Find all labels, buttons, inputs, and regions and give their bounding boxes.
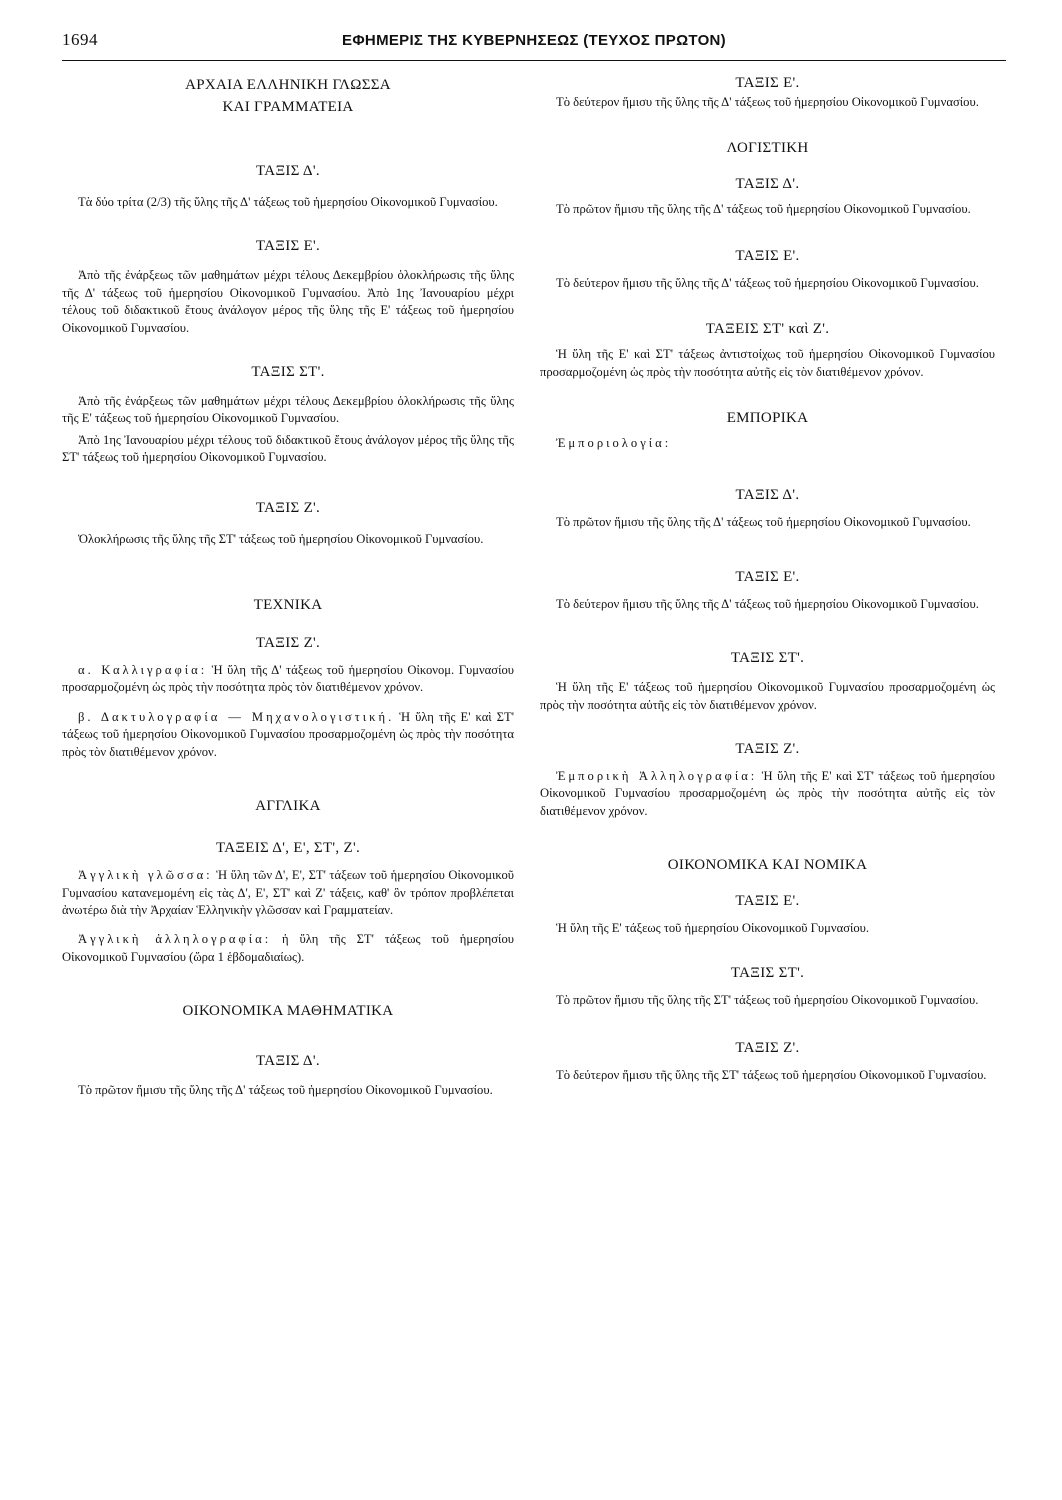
paragraph: Τὸ πρῶτον ἥμισυ τῆς ὕλης τῆς Δ' τάξεως τοῦ ἡμερησίου Οἰκονομικοῦ Γυμνασίου. — [78, 1083, 493, 1098]
paragraph: Ἡ ὕλη τῆς Ε' καὶ ΣΤ' τάξεως ἀντιστοίχως τοῦ ἡμερησίου Οἰκονομικοῦ Γυμνασίου προσαρμοζομένη ὡς πρὸς τὴν ποσότητα αὐτῆς εἰς τὸν διατιθέμενον χρόνον. — [540, 347, 995, 379]
class-heading: ΤΑΞΙΣ Ε'. — [255, 238, 321, 255]
paragraph: Τὸ δεύτερον ἥμισυ τῆς ὕλης τῆς Δ' τάξεως τοῦ ἡμερησίου Οἰκονομικοῦ Γυμνασίου. — [556, 275, 979, 290]
section-title-emporika: ΕΜΠΟΡΙΚΑ — [726, 410, 809, 427]
class-heading: ΤΑΞΙΣ ΣΤ'. — [251, 364, 325, 381]
paragraph: α. Καλλιγραφία: Ἡ ὕλη τῆς Δ' τάξεως τοῦ ἡμερησίου Οἰκονομ. Γυμνασίου προσαρμοζομένη ὡς πρὸς τὴν ποσότητα πρὸς τὸν διατιθέμενον χρόνον. — [62, 663, 514, 695]
paragraph: Ἡ ὕλη τῆς Ε' τάξεως τοῦ ἡμερησίου Οἰκονομικοῦ Γυμνασίου προσαρμοζομένη ὡς πρὸς τὴν ποσότητα αὐτῆς εἰς τὸν διατιθέμενον χρόνον. — [540, 680, 995, 712]
class-heading: ΤΑΞΕΙΣ Δ', Ε', ΣΤ', Ζ'. — [215, 840, 361, 857]
paragraph: Τὸ πρῶτον ἥμισυ τῆς ὕλης τῆς Δ' τάξεως τοῦ ἡμερησίου Οἰκονομικοῦ Γυμνασίου. — [556, 515, 971, 530]
page-header — [62, 26, 1006, 61]
paragraph: Τὸ δεύτερον ἥμισυ τῆς ὕλης τῆς ΣΤ' τάξεως τοῦ ἡμερησίου Οἰκονομικοῦ Γυμνασίου. — [556, 1068, 987, 1083]
paragraph: Ἀγγλικὴ ἀλληλογραφία: ἡ ὕλη τῆς ΣΤ' τάξεως τοῦ ἡμερησίου Οἰκονομικοῦ Γυμνασίου (ὥρα 1 ἑβδομαδιαίως). — [62, 932, 514, 964]
paragraph: Τὸ δεύτερον ἥμισυ τῆς ὕλης τῆς Δ' τάξεως τοῦ ἡμερησίου Οἰκονομικοῦ Γυμνασίου. — [556, 596, 979, 611]
paragraph: β. Δακτυλογραφία — Μηχανολογιστική. Ἡ ὕλη τῆς Ε' καὶ ΣΤ' τάξεως τοῦ ἡμερησίου Οἰκονομικοῦ Γυμνασίου προσαρμοζομένη ὡς πρὸς τὴν ποσότητα πρὸς τὸν διατιθέμενον χρόνον. — [62, 709, 514, 759]
section-title-archaia-2: ΚΑΙ ΓΡΑΜΜΑΤΕΙΑ — [222, 99, 354, 115]
class-heading: ΤΑΞΙΣ Ε'. — [735, 247, 800, 264]
subject-label: Ἐμπορικὴ Ἀλληλογραφία: — [556, 769, 758, 784]
class-heading: ΤΑΞΙΣ Δ'. — [735, 487, 800, 504]
paragraph: Ἐμπορικὴ Ἀλληλογραφία: Ἡ ὕλη τῆς Ε' καὶ ΣΤ' τάξεως τοῦ ἡμερησίου Οἰκονομικοῦ Γυμνασίου προσαρμοζομένη ὡς πρὸς τὴν ποσότητα αὐτῆς εἰς τὸν διατιθέμενον χρόνον. — [540, 769, 996, 818]
paragraph: Ἀπὸ 1ης Ἰανουαρίου μέχρι τέλους τοῦ διδακτικοῦ ἔτους ἀνάλογον μέρος τῆς ὕλης τῆς ΣΤ' τάξεως τοῦ ἡμερησίου Οἰκονομικοῦ Γυμνασίου. — [62, 432, 514, 465]
section-title-anglika: ΑΓΓΛΙΚΑ — [255, 798, 321, 815]
section-title-archaia-1: ΑΡΧΑΙΑ ΕΛΛΗΝΙΚΗ ΓΛΩΣΣΑ — [185, 77, 391, 93]
class-heading: ΤΑΞΙΣ Ζ'. — [735, 741, 800, 758]
paragraph: Τὸ δεύτερον ἥμισυ τῆς ὕλης τῆς Δ' τάξεως τοῦ ἡμερησίου Οἰκονομικοῦ Γυμνασίου. — [556, 95, 979, 109]
class-heading: ΤΑΞΙΣ Ε'. — [735, 568, 800, 585]
subject-label: Ἐμποριολογία: — [556, 436, 672, 451]
class-heading: ΤΑΞΕΙΣ ΣΤ' καὶ Ζ'. — [705, 321, 830, 338]
gazette-title: ΕΦΗΜΕΡΙΣ ΤΗΣ ΚΥΒΕΡΝΗΣΕΩΣ (ΤΕΥΧΟΣ ΠΡΩΤΟΝ) — [342, 32, 726, 49]
paragraph: Ὁλοκλήρωσις τῆς ὕλης τῆς ΣΤ' τάξεως τοῦ ἡμερησίου Οἰκονομικοῦ Γυμνασίου. — [78, 531, 484, 546]
paragraph: Ἀπὸ τῆς ἐνάρξεως τῶν μαθημάτων μέχρι τέλους Δεκεμβρίου ὁλοκλήρωσις τῆς ὕλης τῆς Δ' τάξεως τοῦ ἡμερησίου Οἰκονομικοῦ Γυμνασίου. Ἀπὸ 1ης Ἰανουαρίου μέχρι τέλους τοῦ διδακτικοῦ ἔτους ἀνάλογον μέρος τῆς ὕλης τῆς Ε' τάξεως τοῦ ἡμερησίου Οἰκονομικοῦ Γυμνασίου. — [62, 268, 514, 335]
paragraph: Τὰ δύο τρίτα (2/3) τῆς ὕλης τῆς Δ' τάξεως τοῦ ἡμερησίου Οἰκονομικοῦ Γυμνασίου. — [78, 195, 498, 209]
subject-label: β. Δακτυλογραφία — Μηχανολογιστική. — [78, 709, 395, 724]
paragraph: Ἡ ὕλη τῆς Ε' τάξεως τοῦ ἡμερησίου Οἰκονομικοῦ Γυμνασίου. — [556, 921, 870, 936]
paragraph: Ἀγγλικὴ γλῶσσα: Ἡ ὕλη τῶν Δ', Ε', ΣΤ' τάξεων τοῦ ἡμερησίου Οἰκονομικοῦ Γυμνασίου κατανεμομένη εἰς τὰς Δ', Ε', ΣΤ' καὶ Ζ' τάξεις, καθ' ὃν τρόπον προβλέπεται ἀνωτέρω διὰ τὴν Ἀρχαίαν Ἑλληνικὴν γλῶσσαν καὶ Γραμματείαν. — [62, 868, 514, 917]
section-title-technika: ΤΕΧΝΙΚΑ — [253, 597, 323, 614]
paragraph: Τὸ πρῶτον ἥμισυ τῆς ὕλης τῆς ΣΤ' τάξεως τοῦ ἡμερησίου Οἰκονομικοῦ Γυμνασίου. — [556, 992, 979, 1007]
paragraph: Τὸ πρῶτον ἥμισυ τῆς ὕλης τῆς Δ' τάξεως τοῦ ἡμερησίου Οἰκονομικοῦ Γυμνασίου. — [556, 202, 971, 217]
section-title-oik-math: ΟΙΚΟΝΟΜΙΚΑ ΜΑΘΗΜΑΤΙΚΑ — [182, 1003, 394, 1020]
class-heading: ΤΑΞΙΣ Δ'. — [735, 176, 800, 193]
subject-label: Ἀγγλικὴ γλῶσσα: — [78, 868, 213, 883]
class-heading: ΤΑΞΙΣ Ζ'. — [255, 499, 321, 516]
right-column — [540, 66, 995, 1085]
section-title-logistiki: ΛΟΓΙΣΤΙΚΗ — [726, 140, 809, 157]
class-heading: ΤΑΞΙΣ Δ'. — [256, 163, 320, 179]
class-heading: ΤΑΞΙΣ ΣΤ'. — [730, 650, 805, 667]
class-heading: ΤΑΞΙΣ ΣΤ'. — [730, 964, 805, 981]
subject-label: Ἀγγλικὴ ἀλληλογραφία: — [78, 932, 272, 947]
section-title-oik-nom: ΟΙΚΟΝΟΜΙΚΑ ΚΑΙ ΝΟΜΙΚΑ — [667, 857, 868, 874]
subject-label: α. Καλλιγραφία: — [78, 663, 208, 678]
class-heading: ΤΑΞΙΣ Ε'. — [735, 893, 800, 910]
left-column — [62, 66, 514, 1100]
class-heading: ΤΑΞΙΣ Ε'. — [735, 75, 800, 91]
class-heading: ΤΑΞΙΣ Ζ'. — [735, 1040, 800, 1057]
paragraph: Ἀπὸ τῆς ἐνάρξεως τῶν μαθημάτων μέχρι τέλους Δεκεμβρίου ὁλοκλήρωσις τῆς ὕλης τῆς Ε' τάξεως τοῦ ἡμερησίου Οἰκονομικοῦ Γυμνασίου. — [62, 394, 514, 426]
class-heading: ΤΑΞΙΣ Δ'. — [256, 1053, 320, 1070]
class-heading: ΤΑΞΙΣ Ζ'. — [255, 635, 321, 652]
page-number: 1694 — [62, 30, 98, 49]
